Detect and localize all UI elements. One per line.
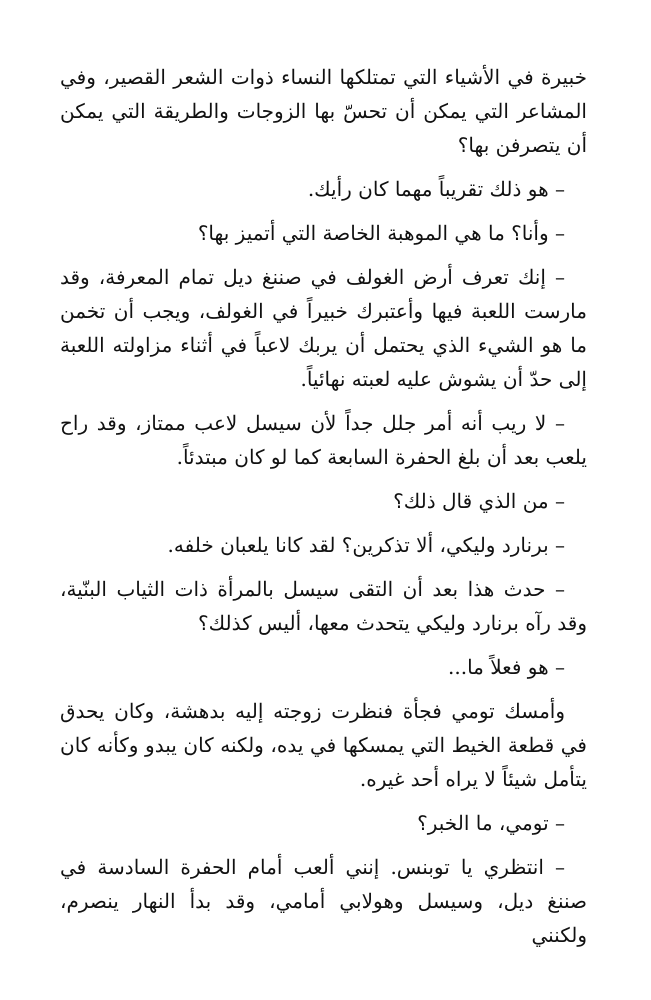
paragraph-2: – هو ذلك تقريباً مهما كان رأيك. [307, 177, 565, 201]
paragraph-9: – هو فعلاً ما... [448, 655, 565, 679]
paragraph-8: – حدث هذا بعد أن التقى سيسل بالمرأة ذات الثياب البنّية، وقد رآه برنارد وليكي يتحدث معها، أليس كذلك؟ [60, 577, 587, 635]
paragraph-10: وأمسك تومي فجأة فنظرت زوجته إليه بدهشة، وكان يحدق في قطعة الخيط التي يمسكها في يده، ولكنه كان يبدو وكأنه كان يتأمل شيئاً لا يراه أحد غيره. [60, 699, 587, 791]
paragraph-12: – انتظري يا توبنس. إنني ألعب أمام الحفرة السادسة في صننغ ديل، وسيسل وهولابي أمامي، وقد بدأ النهار ينصرم، ولكنني [60, 855, 587, 947]
paragraph-6: – من الذي قال ذلك؟ [393, 489, 565, 513]
paragraph-3: – وأنا؟ ما هي الموهبة الخاصة التي أتميز بها؟ [197, 221, 565, 245]
paragraph-4: – إنك تعرف أرض الغولف في صننغ ديل تمام المعرفة، وقد مارست اللعبة فيها وأعتبرك خبيراً في الغولف، ويجب أن تخمن ما هو الشيء الذي يحتمل أن يربك لاعباً في أثناء مزاولته اللعبة إلى حدّ أن يشوش عليه لعبته نهائياً. [60, 265, 587, 391]
paragraph-5: – لا ريب أنه أمر جلل جداً لأن سيسل لاعب ممتاز، وقد راح يلعب بعد أن بلغ الحفرة السابعة كما لو كان مبتدئاً. [60, 411, 587, 469]
paragraph-1: خبيرة في الأشياء التي تمتلكها النساء ذوات الشعر القصير، وفي المشاعر التي يمكن أن تحسّ بها الزوجات والطريقة التي يمكن أن يتصرفن بها؟ [60, 65, 587, 157]
paragraph-11: – تومي، ما الخبر؟ [417, 811, 565, 835]
paragraph-7: – برنارد وليكي، ألا تذكرين؟ لقد كانا يلعبان خلفه. [167, 533, 565, 557]
